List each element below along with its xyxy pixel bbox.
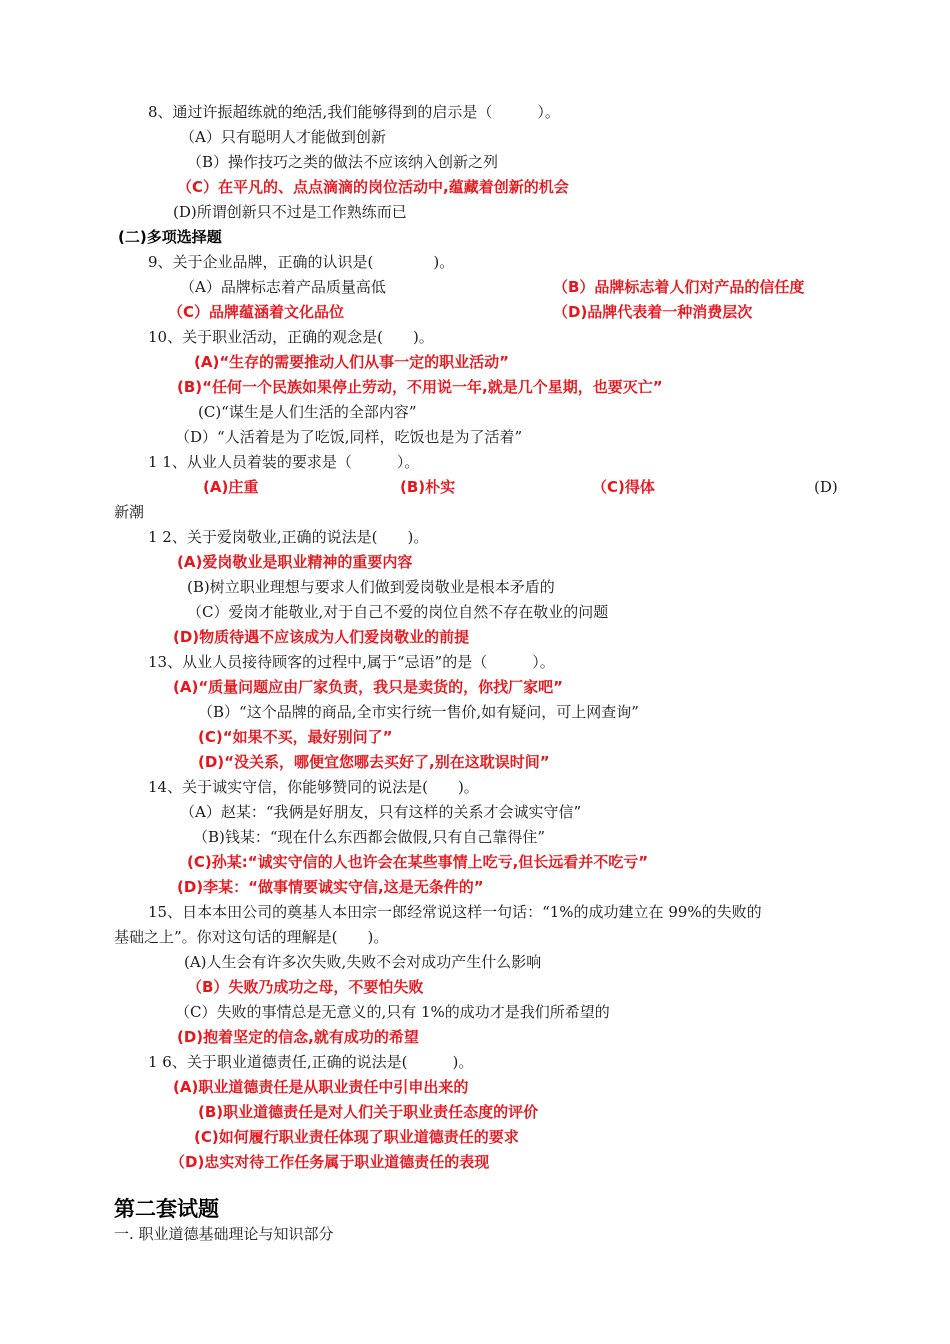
question-11-stem: 1 1、从业人员着装的要求是（ ）。 [148, 453, 420, 471]
question-8-option-c-answer: （C）在平凡的、点点滴滴的岗位活动中,蕴藏着创新的机会 [177, 178, 569, 196]
question-15-option-d-answer: (D)抱着坚定的信念,就有成功的希望 [177, 1028, 419, 1046]
question-9-stem: 9、关于企业品牌，正确的认识是( )。 [148, 253, 455, 271]
question-9-option-a: （A）品牌标志着产品质量高低 [180, 278, 386, 296]
question-13-option-d-answer: (D)“没关系，哪便宜您哪去买好了,别在这耽误时间” [198, 753, 550, 771]
question-12-stem: 1 2、关于爱岗敬业,正确的说法是( )。 [148, 528, 429, 546]
question-16-option-a-answer: (A)职业道德责任是从职业责任中引申出来的 [173, 1078, 469, 1096]
question-14-stem: 14、关于诚实守信，你能够赞同的说法是( )。 [148, 778, 479, 796]
question-8-stem: 8、通过许振超练就的绝活,我们能够得到的启示是（ ）。 [148, 103, 560, 121]
question-16-stem: 1 6、关于职业道德责任,正确的说法是( )。 [148, 1053, 474, 1071]
question-10-stem: 10、关于职业活动，正确的观念是( )。 [148, 328, 434, 346]
question-12-option-d-answer: (D)物质待遇不应该成为人们爱岗敬业的前提 [173, 628, 470, 646]
question-9-option-c-answer: （C）品牌蕴涵着文化品位 [168, 303, 345, 321]
question-12-option-b: (B)树立职业理想与要求人们做到爱岗敬业是根本矛盾的 [187, 578, 555, 596]
question-10-option-a-answer: (A)“生存的需要推动人们从事一定的职业活动” [194, 353, 510, 371]
question-12-option-c: （C）爱岗才能敬业,对于自己不爱的岗位自然不存在敬业的问题 [187, 603, 609, 621]
question-11-option-d-marker: (D) [814, 478, 838, 496]
section-heading-multiple-choice: (二)多项选择题 [118, 228, 222, 246]
question-13-stem: 13、从业人员接待顾客的过程中,属于“忌语”的是（ ）。 [148, 653, 555, 671]
question-11-option-a-answer: (A)庄重 [203, 478, 259, 496]
question-15-option-a: (A)人生会有许多次失败,失败不会对成功产生什么影响 [184, 953, 542, 971]
question-11-option-c-answer: （C)得体 [592, 478, 655, 496]
question-11-option-b-answer: (B)朴实 [400, 478, 456, 496]
question-13-option-c-answer: (C)“如果不买，最好别问了” [198, 728, 393, 746]
question-14-option-d-answer: (D)李某：“做事情要诚实守信,这是无条件的” [177, 878, 484, 896]
question-8-option-a: （A）只有聪明人才能做到创新 [180, 128, 386, 146]
second-set-subtitle: 一. 职业道德基础理论与知识部分 [114, 1225, 334, 1243]
question-12-option-a-answer: (A)爱岗敬业是职业精神的重要内容 [177, 553, 413, 571]
question-14-option-c-answer: (C)孙某:“诚实守信的人也许会在某些事情上吃亏,但长远看并不吃亏” [187, 853, 649, 871]
question-8-option-b: （B）操作技巧之类的做法不应该纳入创新之列 [187, 153, 499, 171]
question-9-option-b-answer: （B）品牌标志着人们对产品的信任度 [553, 278, 805, 296]
second-set-title: 第二套试题 [114, 1197, 219, 1221]
question-14-option-a: （A）赵某：“我俩是好朋友，只有这样的关系才会诚实守信” [180, 803, 582, 821]
question-11-option-d-text: 新潮 [114, 503, 145, 521]
question-13-option-a-answer: (A)“质量问题应由厂家负责，我只是卖货的，你找厂家吧” [173, 678, 564, 696]
question-13-option-b: （B）“这个品牌的商品,全市实行统一售价,如有疑问，可上网查询” [198, 703, 639, 721]
question-10-option-b-answer: (B)“任何一个民族如果停止劳动，不用说一年,就是几个星期，也要灭亡” [177, 378, 663, 396]
question-8-option-d: (D)所谓创新只不过是工作熟练而已 [173, 203, 407, 221]
question-16-option-d-answer: （D)忠实对待工作任务属于职业道德责任的表现 [170, 1153, 490, 1171]
question-9-option-d-answer: （D)品牌代表着一种消费层次 [553, 303, 753, 321]
question-15-option-c: （C）失败的事情总是无意义的,只有 1%的成功才是我们所希望的 [175, 1003, 610, 1021]
question-10-option-c: (C)“谋生是人们生活的全部内容” [198, 403, 417, 421]
question-10-option-d: （D）“人活着是为了吃饭,同样，吃饭也是为了活着” [175, 428, 523, 446]
question-14-option-b: （B)钱某：“现在什么东西都会做假,只有自己靠得住” [193, 828, 545, 846]
question-15-stem-line-1: 15、日本本田公司的奠基人本田宗一郎经常说这样一句话：“1%的成功建立在 99%的失败的 [148, 903, 762, 921]
question-15-stem-line-2: 基础之上”。你对这句话的理解是( )。 [114, 928, 389, 946]
question-15-option-b-answer: （B）失败乃成功之母，不要怕失败 [187, 978, 424, 996]
question-16-option-b-answer: (B)职业道德责任是对人们关于职业责任态度的评价 [198, 1103, 539, 1121]
question-16-option-c-answer: (C)如何履行职业责任体现了职业道德责任的要求 [194, 1128, 519, 1146]
